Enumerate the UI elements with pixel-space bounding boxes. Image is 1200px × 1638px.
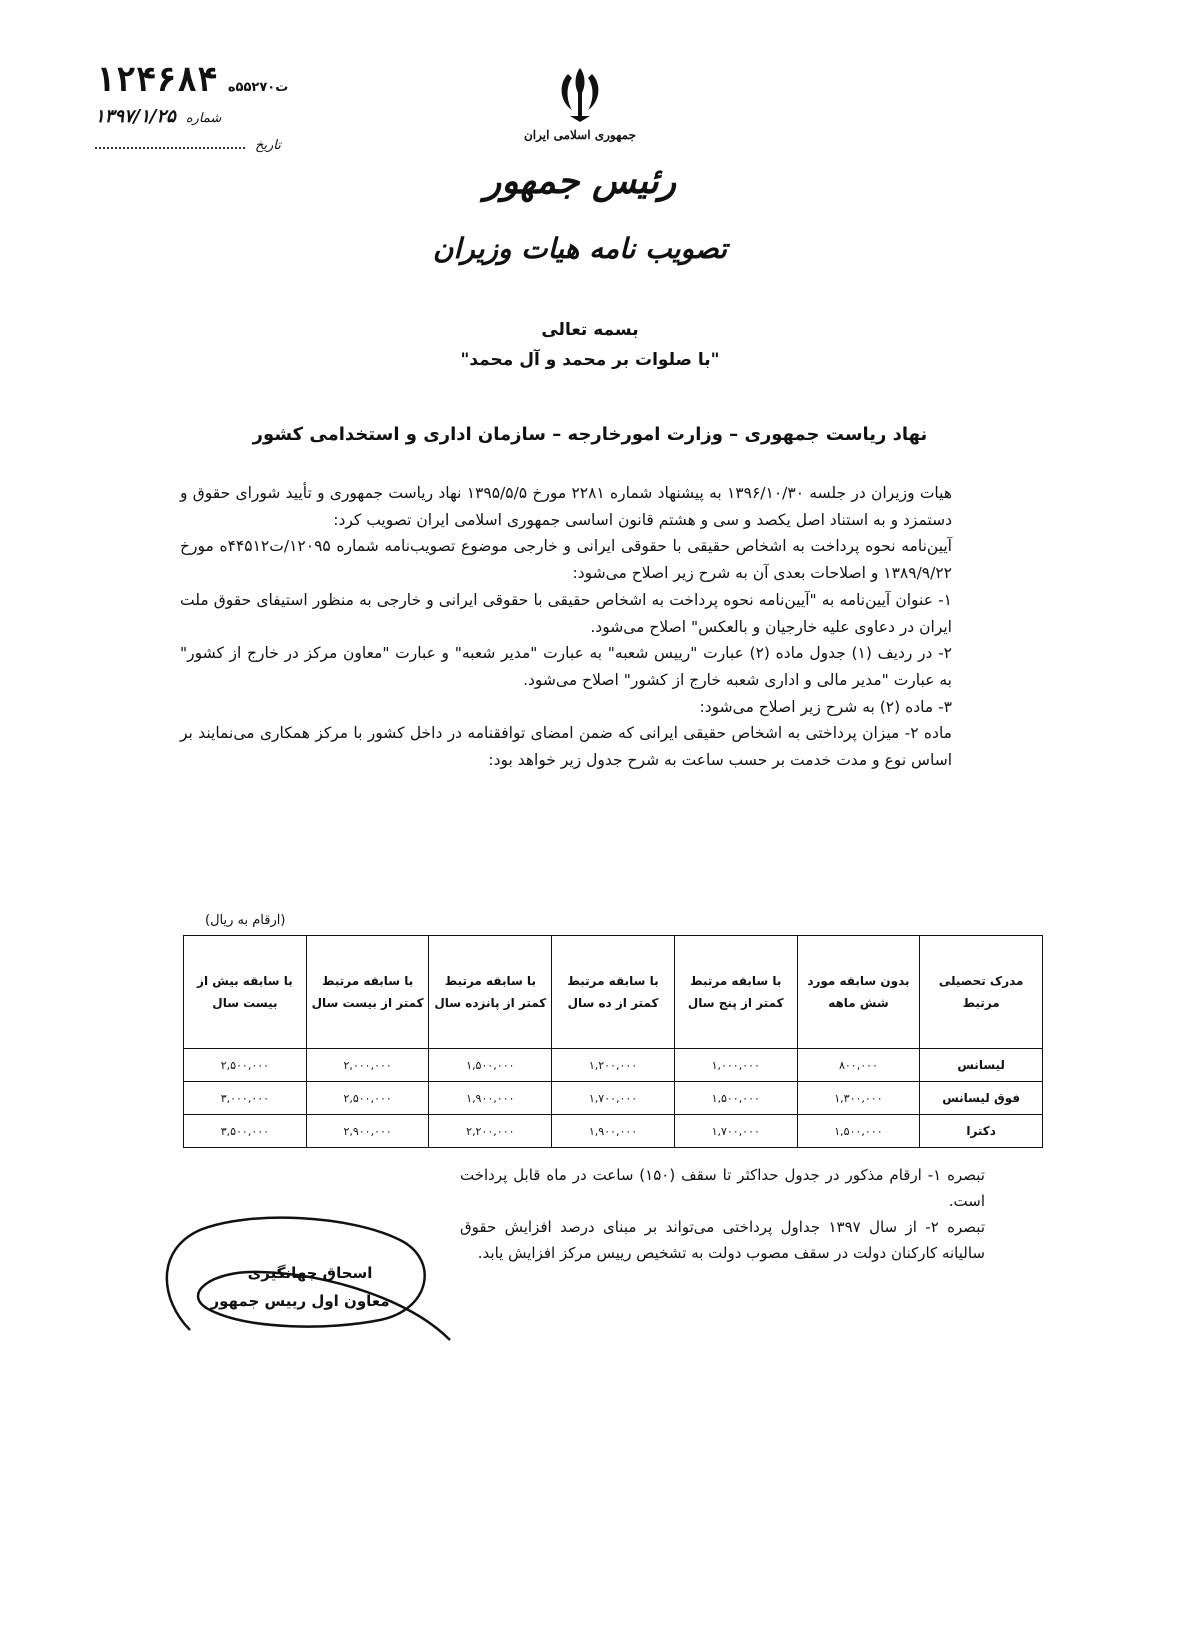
column-header: با سابقه مرتبط کمتر از بیست سال bbox=[306, 936, 429, 1049]
table-cell: ۱,۵۰۰,۰۰۰ bbox=[674, 1082, 797, 1115]
bismillah: بسمه تعالی bbox=[541, 320, 639, 340]
table-row bbox=[184, 1082, 1043, 1115]
body-paragraph: ۳- ماده (۲) به شرح زیر اصلاح می‌شود: bbox=[699, 697, 952, 716]
fee-table bbox=[183, 935, 1043, 1148]
table-cell: ۱,۵۰۰,۰۰۰ bbox=[797, 1115, 920, 1148]
table-cell: ۱,۷۰۰,۰۰۰ bbox=[674, 1115, 797, 1148]
body-paragraph: ۲- در ردیف (۱) جدول ماده (۲) عبارت "رییس شعبه" به عبارت "مدیر شعبه" و عبارت "معاون مرکز در خارج از کشور" به عبارت "مدیر مالی و اداری شعبه خارج از کشور" اصلاح می‌شود. bbox=[180, 644, 952, 689]
addressee-line: نهاد ریاست جمهوری – وزارت امورخارجه – سازمان اداری و استخدامی کشور bbox=[252, 424, 928, 445]
table-cell: ۱,۲۰۰,۰۰۰ bbox=[552, 1049, 675, 1082]
table-row bbox=[184, 1049, 1043, 1082]
table-cell: ۱,۹۰۰,۰۰۰ bbox=[429, 1082, 552, 1115]
body-paragraph: ۱- عنوان آیین‌نامه به "آیین‌نامه نحوه پرداخت به اشخاص حقیقی با حقوقی ایرانی و خارجی به منظور استیفای حقوق ملت ایران در دعاوی علیه خارجیان و بالعکس" اصلاح می‌شود. bbox=[180, 590, 952, 636]
signatory-title: معاون اول رییس جمهور bbox=[210, 1292, 390, 1310]
table-cell: ۱,۰۰۰,۰۰۰ bbox=[674, 1049, 797, 1082]
table-cell: ۱,۷۰۰,۰۰۰ bbox=[552, 1082, 675, 1115]
table-cell: لیسانس bbox=[920, 1049, 1043, 1082]
date-field bbox=[95, 133, 245, 149]
table-cell: ۲,۵۰۰,۰۰۰ bbox=[306, 1082, 429, 1115]
office-title: رئیس جمهور bbox=[483, 160, 677, 202]
table-header-row bbox=[184, 936, 1043, 1049]
column-header: با سابقه مرتبط کمتر از ده سال bbox=[552, 936, 675, 1049]
table-cell: ۲,۹۰۰,۰۰۰ bbox=[306, 1115, 429, 1148]
column-header: مدرک تحصیلی مرتبط bbox=[920, 936, 1043, 1049]
body-paragraph: ماده ۲- میزان پرداختی به اشخاص حقیقی ایرانی که ضمن امضای توافقنامه در داخل کشور با مرکز همکاری می‌نمایند بر اساس نوع و مدت خدمت بر حسب ساعت به شرح جدول زیر خواهد بود: bbox=[180, 724, 952, 770]
column-header: با سابقه مرتبط کمتر از پانزده سال bbox=[429, 936, 552, 1049]
table-cell: ۲,۲۰۰,۰۰۰ bbox=[429, 1115, 552, 1148]
table-cell: ۱,۹۰۰,۰۰۰ bbox=[552, 1115, 675, 1148]
emblem-icon bbox=[548, 62, 612, 126]
table-cell: ۲,۰۰۰,۰۰۰ bbox=[306, 1049, 429, 1082]
reference-number: ت۵۵۲۷۰ه bbox=[227, 80, 289, 95]
column-header: با سابقه بیش از بیست سال bbox=[184, 936, 307, 1049]
registry-block bbox=[95, 60, 395, 159]
table-units: (ارقام به ریال) bbox=[205, 913, 286, 928]
table-cell: دکترا bbox=[920, 1115, 1043, 1148]
body-paragraph: هیات وزیران در جلسه ۱۳۹۶/۱۰/۳۰ به پیشنهاد شماره ۲۲۸۱ مورخ ۱۳۹۵/۵/۵ نهاد ریاست جمهوری و تأیید شورای حقوق و دستمزد و به استناد اصل یکصد و سی و هشتم قانون اساسی جمهوری اسلامی ایران تصویب کرد: bbox=[180, 484, 953, 529]
table-cell: ۳,۵۰۰,۰۰۰ bbox=[184, 1115, 307, 1148]
note-2: تبصره ۲- از سال ۱۳۹۷ جداول پرداختی می‌تواند بر مبنای درصد افزایش حقوق سالیانه کارکنان دولت در سقف مصوب دولت به تشخیص رییس مرکز افزایش یابد. bbox=[460, 1218, 985, 1262]
column-header: بدون سابقه مورد شش ماهه bbox=[797, 936, 920, 1049]
decree-subtitle: تصویب نامه هیات وزیران bbox=[432, 232, 728, 265]
salawat: "با صلوات بر محمد و آل محمد" bbox=[460, 350, 720, 370]
table-cell: ۳,۰۰۰,۰۰۰ bbox=[184, 1082, 307, 1115]
registry-number: ۱۲۴۶۸۴ bbox=[95, 60, 218, 100]
note-1: تبصره ۱- ارقام مذکور در جدول حداکثر تا سقف (۱۵۰) ساعت در ماه قابل پرداخت است. bbox=[460, 1166, 985, 1210]
column-header: با سابقه مرتبط کمتر از پنج سال bbox=[674, 936, 797, 1049]
decree-body bbox=[180, 480, 952, 774]
table-row bbox=[184, 1115, 1043, 1148]
country-name: جمهوری اسلامی ایران bbox=[523, 128, 637, 142]
number-value: ۱۳۹۷/۱/۲۵ bbox=[95, 106, 176, 127]
signatory-name: اسحاق جهانگیری bbox=[247, 1264, 373, 1282]
number-label: شماره bbox=[185, 111, 222, 126]
table-cell: فوق لیسانس bbox=[920, 1082, 1043, 1115]
table-cell: ۸۰۰,۰۰۰ bbox=[797, 1049, 920, 1082]
table-cell: ۱,۳۰۰,۰۰۰ bbox=[797, 1082, 920, 1115]
date-label: تاریخ bbox=[255, 138, 281, 153]
notes-block bbox=[460, 1162, 985, 1266]
table-cell: ۱,۵۰۰,۰۰۰ bbox=[429, 1049, 552, 1082]
body-paragraph: آیین‌نامه نحوه پرداخت به اشخاص حقیقی با حقوقی ایرانی و خارجی موضوع تصویب‌نامه شماره ۱۲۰۹۵/ت۴۴۵۱۲ه مورخ ۱۳۸۹/۹/۲۲ و اصلاحات بعدی آن به شرح زیر اصلاح می‌شود: bbox=[180, 537, 952, 583]
table-cell: ۲,۵۰۰,۰۰۰ bbox=[184, 1049, 307, 1082]
